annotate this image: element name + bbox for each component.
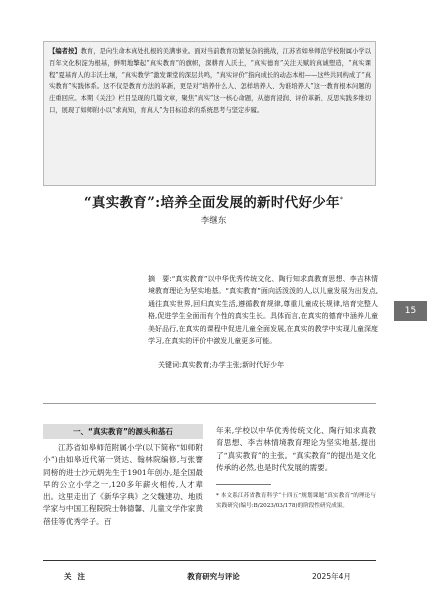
editor-note (49, 46, 371, 117)
keywords-text: 真实教育;办学主张;新时代好少年 (181, 361, 285, 369)
editor-note-label: 【编者按】 (49, 48, 81, 55)
body-column-left: 江苏省如皋师范附属小学(以下简称“如师附小”)由如皋近代第一贤达、翰林院编修,与张謇同榜的进士沙元炳先生于1901年创办,是全国最早的公立小学之一,120多年薪火相传,人才辈出。这里走出了《新华字典》之父魏建功、地质学家与中国工程院院士韩德馨、儿童文学作家黄蓓佳等优秀学子。百 (43, 443, 203, 526)
abstract (148, 273, 378, 347)
editor-note-text: 教育，是向生命本真处扎根的美满事业。面对当前教育功繁复杂的挑战，江苏省如皋师范学校附属小学以百年文化积淀为根基，鲜明地擎起“真实教育”的旗帜，深耕育人沃土，“真实德育”关注天赋的真诚塑造，“真实课程”夏基育人的丰沃土壤，“真实教学”激发课堂的深层共鸣，“真实评价”指向成长的动态本相——这些共同构成了“真实教育”实践体系。这不仅是教育方法的革新，更是对“培养什么人、怎样培养人、为谁培养人”这一教育根本问题的庄重回应。本期《关注》栏目呈现的几篇文章，聚焦“真实”这一核心命题，从德育浸润、评价革新、反思实践多维切口，展现了如师附小以“求真知，育真人”为目标追求的系统思考与坚定步履。 (49, 48, 372, 114)
footer-journal-name: 教育研究与评论 (187, 572, 240, 581)
footer-issue-date: 2025年4月 (312, 572, 351, 581)
abstract-label: 摘 要: (148, 275, 172, 283)
footnote: * 本文系江苏省教育科学“十四五”规划课题“真实教育”的理论与实践研究(编号:B/2023/03/178)的阶段性研究成果。 (216, 493, 376, 509)
keywords (158, 360, 378, 370)
footer-rule (43, 560, 376, 561)
keywords-label: 关键词: (158, 361, 182, 369)
section-heading (43, 424, 203, 439)
article-title (0, 191, 427, 211)
page-number-tab: 15 (394, 301, 427, 321)
title-text: “真实教育”:培养全面发展的新时代好少年 (83, 195, 340, 211)
body-column-right: 年来,学校以中华优秀传统文化、陶行知求真教育思想、李吉林情境教育理论为坚实地基,提出了“真实教育”的主张。“真实教育”的提出是文化传承的必然,也是时代发展的需要。 (216, 426, 376, 472)
footnote-rule (216, 484, 271, 485)
section-heading-text: 一、“真实教育”的源头和基石 (73, 427, 173, 436)
footer-section-label: 关注 (64, 572, 91, 581)
section-divider (43, 403, 376, 404)
title-footnote-mark: * (339, 196, 344, 204)
abstract-text: “真实教育”以中华优秀传统文化、陶行知求真教育思想、李吉林情境教育理论为坚实地基。“真实教育”面向活泼泼的人,以儿童发展为出发点,通往真实世界,回归真实生活,遵循教育规律,尊重儿童成长规律,培育完整人格,促进学生全面而有个性的真实生长。具体而言,在真实的德育中涵养儿童美好品行,在真实的课程中促进儿童全面发展,在真实的教学中实现儿童深度学习,在真实的评价中激发儿童更多可能。 (148, 275, 378, 346)
author-name: 李继东 (200, 216, 227, 226)
